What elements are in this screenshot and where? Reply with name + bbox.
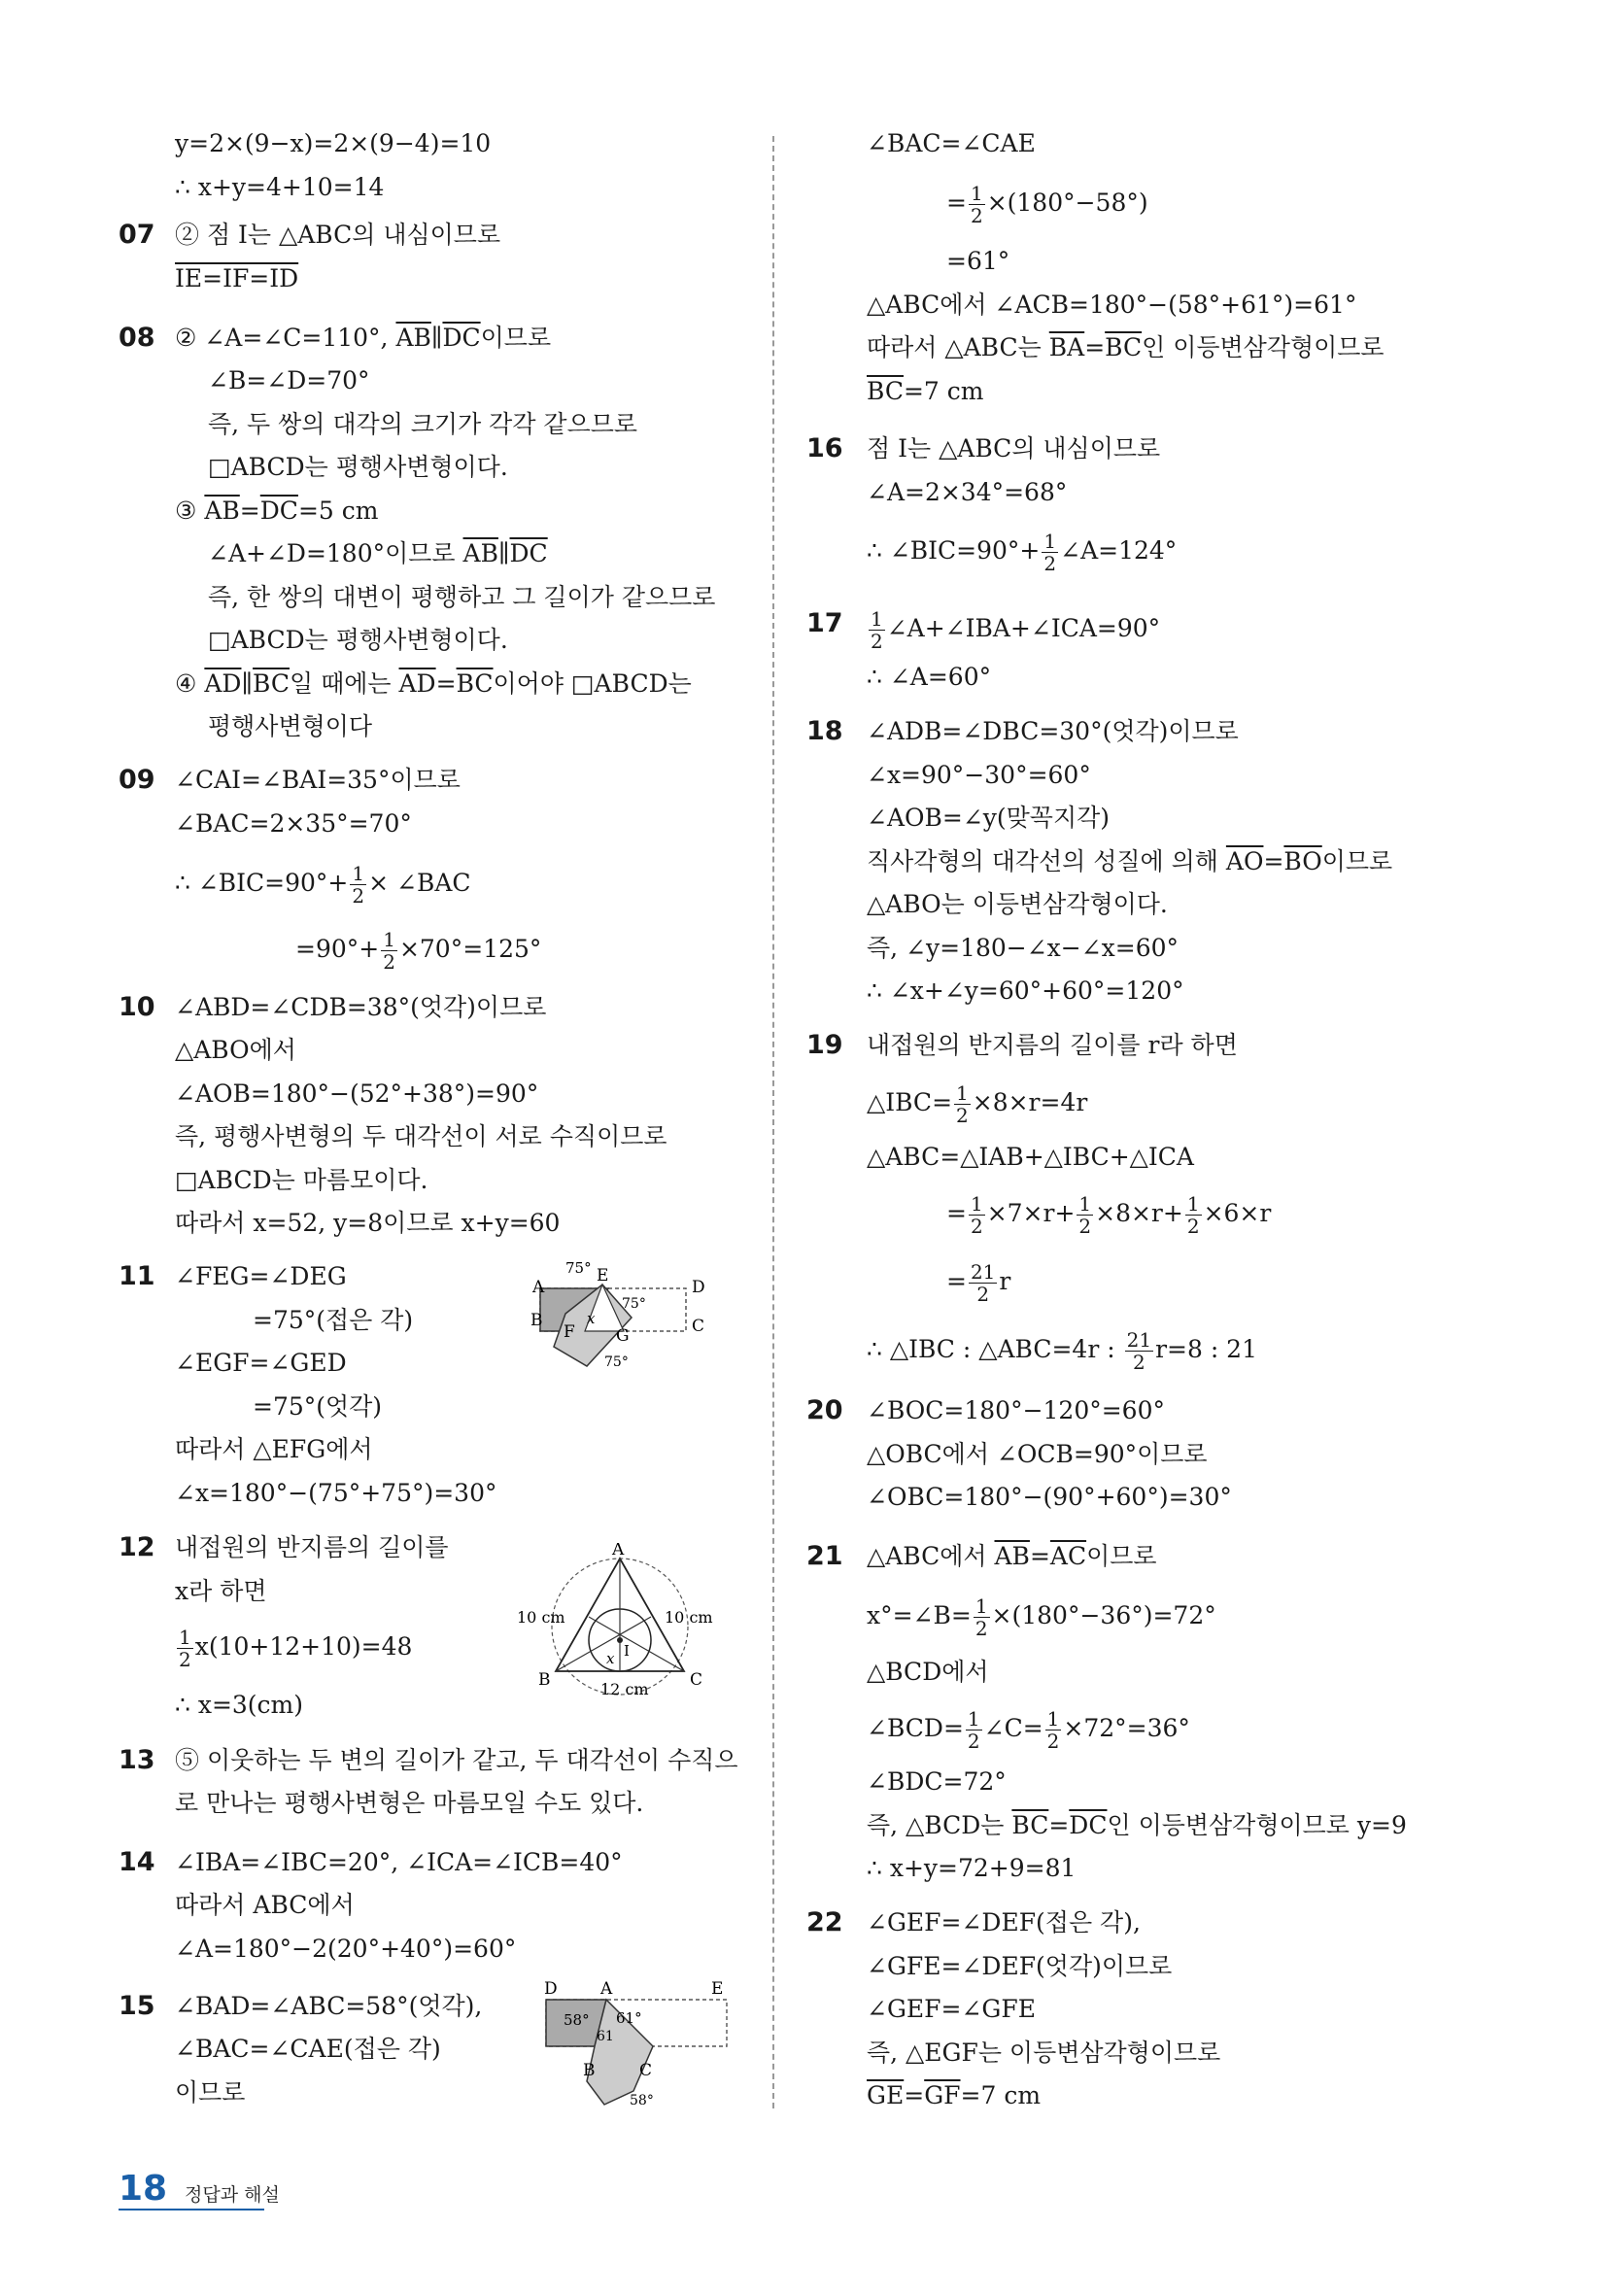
text-line: ∠IBA=∠IBC=20°, ∠ICA=∠ICB=40°: [175, 1848, 623, 1876]
text-line: 점 I는 △ABC의 내심이므로: [867, 434, 1161, 463]
label-12cm: 12 cm: [600, 1680, 649, 1698]
problem-number: 19: [806, 1030, 843, 1060]
label-75: 75°: [565, 1259, 592, 1277]
text-line: x°=∠B= $\frac{1}{2}$ ×(180°−36°)=72°: [867, 1594, 1216, 1640]
text-line: = $\frac{1}{2}$ ×(180°−58°): [946, 182, 1148, 227]
problem-number: 21: [806, 1541, 843, 1571]
text-line: ∠CAI=∠BAI=35°이므로: [175, 766, 461, 794]
text-line: ∠BAC=∠CAE: [867, 129, 1036, 157]
fold-diagram-15: [536, 1974, 731, 2110]
label-I: I: [624, 1642, 630, 1660]
text-line: = $\frac{21}{2}$ r: [946, 1260, 1011, 1306]
fraction: $\frac{1}{2}$: [1046, 1707, 1060, 1753]
text-line: [175, 263, 298, 294]
text-line: $\frac{1}{2}$ x(10+12+10)=48: [179, 1626, 413, 1671]
text-line: =90°+ $\frac{1}{2}$ ×70°=125°: [295, 928, 542, 974]
label-C: C: [690, 1670, 703, 1690]
text-line: ∠AOB=∠y(맞꼭지각): [867, 804, 1110, 832]
text-line: 즉, ∠y=180−∠x−∠x=60°: [867, 934, 1180, 962]
text-line: ② 점 I는 △ABC의 내심이므로: [175, 221, 501, 249]
fraction: $\frac{1}{2}$: [383, 928, 395, 974]
text-line: $\frac{1}{2}$ ∠A+∠IBA+∠ICA=90°: [871, 607, 1161, 653]
text-line: △ABC에서 $\overline{AB}=\overline{AC}$이므로: [867, 1542, 1157, 1570]
text-line: ∴ x=3(cm): [175, 1691, 304, 1719]
text-line: ∴ x+y=72+9=81: [867, 1854, 1077, 1882]
label-A: A: [600, 1979, 613, 1999]
problem-number: 11: [119, 1261, 155, 1291]
label-C: C: [639, 2061, 653, 2080]
problem-number: 07: [119, 220, 155, 250]
problem-number: 14: [119, 1847, 155, 1877]
text-line: △IBC= $\frac{1}{2}$ ×8×r=4r: [867, 1081, 1088, 1127]
fraction: $\frac{1}{2}$: [352, 862, 365, 908]
text-line: 직사각형의 대각선의 성질에 의해 $\overline{AO}=\overline{BO}$이므로: [867, 847, 1393, 875]
text-line: ④ $\overline{AD}\parallel\overline{BC}$일 때에는 $\overline{AD}=\overline{BC}$이어야 □ABCD는: [175, 669, 692, 698]
text-line: ∴ x+y=4+10=14: [175, 173, 385, 201]
label-E: E: [597, 1266, 609, 1285]
fraction: $\frac{1}{2}$: [179, 1626, 191, 1671]
text-line: ③ $\overline{AB}=\overline{DC}=5$ cm: [175, 497, 379, 525]
text-line: △ABO는 이등변삼각형이다.: [867, 890, 1168, 918]
label-B: B: [538, 1670, 551, 1690]
text-line: 즉, 한 쌍의 대변이 평행하고 그 길이가 같으므로: [208, 583, 716, 611]
text-line: x라 하면: [175, 1577, 267, 1605]
text-line: 즉, △BCD는 $\overline{BC}=\overline{DC}$인 이등변삼각형이므로 y=9: [867, 1811, 1407, 1839]
text-line: =75°(엇각): [253, 1392, 383, 1421]
fraction: $\frac{1}{2}$: [871, 607, 883, 653]
fraction: $\frac{1}{2}$: [1078, 1192, 1092, 1238]
label-A: A: [532, 1278, 545, 1297]
fraction: $\frac{21}{2}$: [1126, 1328, 1152, 1374]
label-10cm-left: 10 cm: [517, 1608, 565, 1627]
label-E: E: [711, 1979, 724, 1999]
text-line: ∠BAC=∠CAE(접은 각): [175, 2035, 441, 2063]
text-line: =75°(접은 각): [253, 1306, 414, 1334]
text-line: ∠OBC=180°−(90°+60°)=30°: [867, 1483, 1232, 1511]
text-line: 이므로: [175, 2078, 246, 2107]
text-line: 즉, 두 쌍의 대각의 크기가 각각 같으므로: [208, 410, 638, 438]
text-line: ∴ ∠BIC=90°+ $\frac{1}{2}$ × ∠BAC: [175, 862, 471, 908]
text-line: □ABCD는 마름모이다.: [175, 1166, 428, 1194]
fraction: $\frac{21}{2}$: [970, 1260, 996, 1306]
text-line: ⑤ 이웃하는 두 변의 길이가 같고, 두 대각선이 수직으: [175, 1746, 738, 1774]
text-line: ∠GFE=∠DEF(엇각)이므로: [867, 1952, 1173, 1980]
fraction: $\frac{1}{2}$: [970, 1192, 983, 1238]
label-75-b: 75°: [622, 1296, 646, 1312]
text-line: △ABC에서 ∠ACB=180°−(58°+61°)=61°: [867, 291, 1357, 319]
text-line: 따라서 △EFG에서: [175, 1435, 373, 1463]
text-line: 평행사변형이다: [208, 712, 373, 740]
fraction: $\frac{1}{2}$: [1186, 1192, 1200, 1238]
text-line: ∠A=2×34°=68°: [867, 478, 1068, 506]
text-line: = $\frac{1}{2}$ ×7×r+ $\frac{1}{2}$ ×8×r+ $\frac{1}{2}$ ×6×r: [946, 1192, 1272, 1238]
text-line: △ABC=△IAB+△IBC+△ICA: [867, 1143, 1194, 1171]
fold-diagram-11: [527, 1259, 721, 1376]
text-line: △ABO에서: [175, 1036, 296, 1064]
text-line: ∠GEF=∠DEF(접은 각),: [867, 1908, 1141, 1936]
label-B: B: [530, 1311, 543, 1330]
text-line: ∴ ∠x+∠y=60°+60°=120°: [867, 977, 1184, 1005]
label-F: F: [564, 1322, 575, 1342]
text-line: $\overline{GE}=\overline{GF}=7$ cm: [867, 2081, 1042, 2109]
label-G: G: [616, 1326, 630, 1346]
text-line: ∠x=90°−30°=60°: [867, 761, 1091, 789]
fraction: $\frac{1}{2}$: [956, 1081, 969, 1127]
label-D: D: [692, 1278, 705, 1297]
problem-number: 16: [806, 433, 843, 463]
text-line: ∠EGF=∠GED: [175, 1349, 347, 1377]
label-D: D: [544, 1979, 558, 1999]
text-line: 따라서 ABC에서: [175, 1891, 355, 1919]
footer-rule: [119, 2209, 264, 2210]
problem-number: 09: [119, 765, 155, 795]
text-line: △BCD에서: [867, 1658, 989, 1686]
text-line: =61°: [946, 247, 1010, 275]
text-line: □ABCD는 평행사변형이다.: [208, 626, 508, 654]
text-line: ∠BDC=72°: [867, 1767, 1007, 1796]
page-number: 18: [119, 2169, 168, 2209]
text-line: △OBC에서 ∠OCB=90°이므로: [867, 1440, 1208, 1468]
text-line: ∠AOB=180°−(52°+38°)=90°: [175, 1079, 539, 1108]
text-line: ② ∠A=∠C=110°, $\overline{AB}\parallel\overline{DC}$이므로: [175, 324, 552, 352]
text-line: ∠ADB=∠DBC=30°(엇각)이므로: [867, 717, 1239, 745]
problem-number: 20: [806, 1395, 843, 1425]
problem-number: 08: [119, 323, 155, 353]
text-line: 내접원의 반지름의 길이를 r라 하면: [867, 1031, 1238, 1059]
label-x: x: [587, 1310, 596, 1327]
text-line: ∠BOC=180°−120°=60°: [867, 1396, 1165, 1424]
label-61: 61°: [616, 2009, 642, 2027]
fraction: $\frac{1}{2}$: [970, 182, 983, 227]
label-x: x: [606, 1650, 615, 1667]
text-line: 내접원의 반지름의 길이를: [175, 1533, 449, 1561]
text-line: ∠B=∠D=70°: [208, 366, 370, 394]
section-title: 정답과 해설: [185, 2184, 280, 2206]
overline-text: IE=IF=ID: [175, 264, 299, 292]
text-line: y=2×(9−x)=2×(9−4)=10: [175, 129, 492, 157]
label-58: 58°: [564, 2011, 590, 2029]
text-line: ∠A+∠D=180°이므로 $\overline{AB}\parallel\overline{DC}$: [208, 539, 548, 567]
label-C: C: [692, 1317, 705, 1336]
text-line: ∠BAD=∠ABC=58°(엇각),: [175, 1992, 483, 2020]
text-line: ∠BAC=2×35°=70°: [175, 809, 412, 838]
text-line: ∠GEF=∠GFE: [867, 1995, 1036, 2023]
text-line: 따라서 x=52, y=8이므로 x+y=60: [175, 1209, 561, 1237]
problem-number: 17: [806, 608, 843, 638]
label-A: A: [612, 1543, 625, 1559]
fraction: $\frac{1}{2}$: [974, 1594, 988, 1640]
problem-number: 22: [806, 1907, 843, 1937]
text-line: ∠BCD= $\frac{1}{2}$ ∠C= $\frac{1}{2}$ ×72°=36°: [867, 1707, 1190, 1753]
column-divider: [772, 136, 774, 2108]
text-line: ∠FEG=∠DEG: [175, 1262, 347, 1290]
text-line: ∠x=180°−(75°+75°)=30°: [175, 1479, 497, 1507]
fraction: $\frac{1}{2}$: [967, 1707, 980, 1753]
incircle-diagram-12: [515, 1543, 725, 1698]
text-line: 로 만나는 평행사변형은 마름모일 수도 있다.: [175, 1789, 644, 1817]
problem-number: 12: [119, 1532, 155, 1562]
text-line: □ABCD는 평행사변형이다.: [208, 453, 508, 481]
text-line: ∠ABD=∠CDB=38°(엇각)이므로: [175, 993, 547, 1021]
problem-number: 18: [806, 716, 843, 746]
label-10cm-right: 10 cm: [665, 1608, 713, 1627]
label-58-b: 58°: [630, 2093, 654, 2108]
text-line: ∠A=180°−2(20°+40°)=60°: [175, 1935, 517, 1963]
label-75-c: 75°: [604, 1354, 629, 1370]
label-61-mid: 61: [597, 2029, 614, 2044]
text-line: ∴ ∠BIC=90°+ $\frac{1}{2}$ ∠A=124°: [867, 530, 1178, 575]
text-line: ∴ ∠A=60°: [867, 663, 992, 691]
text-line: $\overline{BC}=7$ cm: [867, 377, 984, 405]
problem-number: 13: [119, 1745, 155, 1775]
problem-number: 10: [119, 992, 155, 1022]
label-B: B: [583, 2061, 596, 2080]
problem-number: 15: [119, 1991, 155, 2021]
text-line: ∴ △IBC : △ABC=4r : $\frac{21}{2}$ r=8 : 21: [867, 1328, 1257, 1374]
text-line: 따라서 △ABC는 $\overline{BA}=\overline{BC}$인 이등변삼각형이므로: [867, 333, 1385, 361]
text-line: 즉, △EGF는 이등변삼각형이므로: [867, 2039, 1221, 2067]
text-line: 즉, 평행사변형의 두 대각선이 서로 수직이므로: [175, 1122, 667, 1150]
fraction: $\frac{1}{2}$: [1043, 530, 1057, 575]
